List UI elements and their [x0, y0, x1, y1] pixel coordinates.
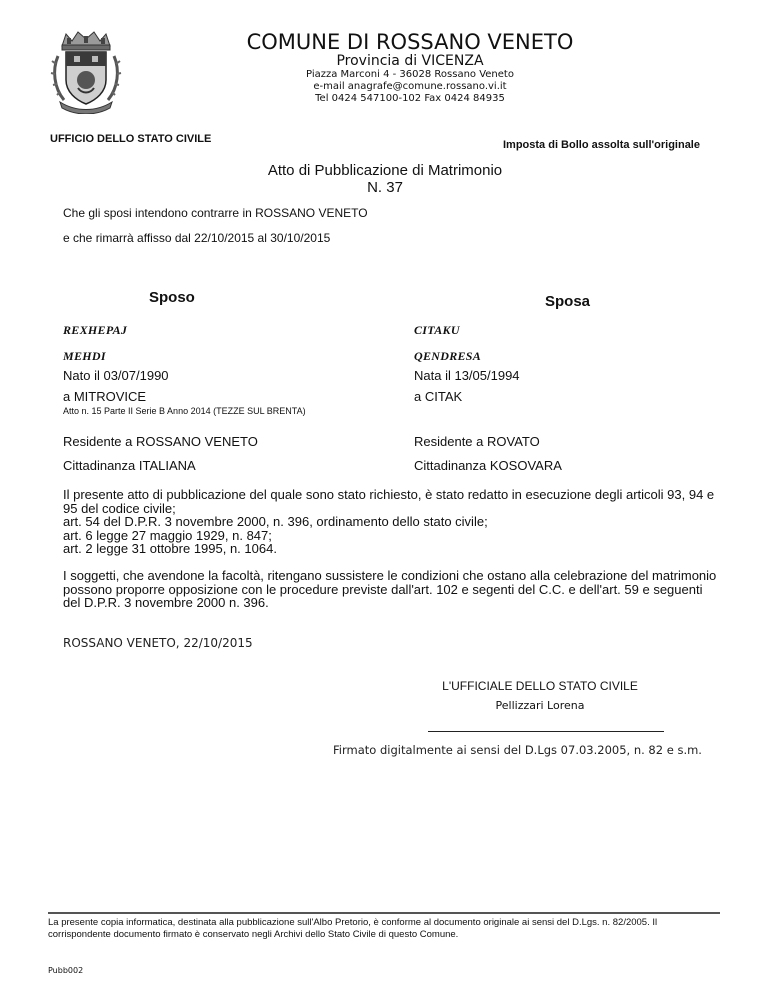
legal-line: art. 6 legge 27 maggio 1929, n. 847;: [63, 527, 272, 543]
opposition-line: del D.P.R. 3 novembre 2000 n. 396.: [63, 595, 269, 610]
groom-birth-record: Atto n. 15 Parte II Serie B Anno 2014 (TEZZE SUL BRENTA): [63, 406, 306, 416]
groom-name: MEHDI: [63, 349, 106, 363]
groom-heading: Sposo: [149, 289, 195, 306]
signature-name: Pellizzari Lorena: [495, 699, 585, 712]
digital-signature-note: Firmato digitalmente ai sensi del D.Lgs 07.03.2005, n. 82 e s.m.: [333, 743, 702, 757]
coat-of-arms-emblem: [50, 30, 122, 114]
signature-line: [428, 731, 664, 732]
legal-paragraph: [63, 487, 715, 556]
bride-citizenship: Cittadinanza KOSOVARA: [414, 458, 562, 473]
legal-line: Il presente atto di pubblicazione del quale sono stato richiesto, è stato redatto in esecuzione degli articoli 93, 94 e: [63, 487, 715, 502]
groom-surname: REXHEPAJ: [63, 323, 128, 337]
footer-note: [48, 917, 728, 941]
bride-name: QENDRESA: [414, 349, 482, 363]
document-number: N. 37: [367, 179, 403, 196]
address-line: Piazza Marconi 4 - 36028 Rossano Veneto: [306, 69, 514, 80]
document-title: Atto di Pubblicazione di Matrimonio: [267, 162, 503, 179]
office-label: UFFICIO DELLO STATO CIVILE: [50, 133, 212, 145]
stamp-note: Imposta di Bollo assolta sull'originale: [503, 139, 700, 151]
legal-line: art. 54 del D.P.R. 3 novembre 2000, n. 396, ordinamento dello stato civile;: [63, 514, 488, 529]
form-code: Pubb002: [48, 966, 84, 975]
opposition-line: I soggetti, che avendone la facoltà, ritengano sussistere le condizioni che ostano alla celebrazione del matrimonio: [63, 568, 717, 583]
province-line: Provincia di VICENZA: [336, 53, 484, 69]
bride-birth-date: Nata il 13/05/1994: [414, 368, 520, 383]
legal-line: art. 2 legge 31 ottobre 1995, n. 1064.: [63, 541, 277, 556]
groom-birth-date: Nato il 03/07/1990: [63, 368, 169, 383]
municipality-title: COMUNE DI ROSSANO VENETO: [246, 30, 574, 54]
intro-line-2: e che rimarrà affisso dal 22/10/2015 al 30/10/2015: [63, 231, 331, 245]
footer-line: La presente copia informatica, destinata alla pubblicazione sull'Albo Pretorio, è conforme al documento originale ai sensi del D.Lgs. n. 82/2005. Il: [48, 917, 658, 928]
bride-surname: CITAKU: [414, 323, 460, 337]
phone-line: Tel 0424 547100-102 Fax 0424 84935: [315, 93, 505, 104]
legal-line: 95 del codice civile;: [63, 500, 176, 516]
intro-line-1: Che gli sposi intendono contrarre in ROSSANO VENETO: [63, 206, 368, 220]
place-date: ROSSANO VENETO, 22/10/2015: [63, 636, 253, 650]
contact-block: [150, 69, 670, 105]
groom-citizenship: Cittadinanza ITALIANA: [63, 458, 196, 473]
bride-heading: Sposa: [545, 293, 591, 310]
opposition-line: possono proporre opposizione con le procedure previste dall'art. 102 e segenti del C.C. e dell'art. 59 e seguenti: [63, 581, 703, 597]
footer-line: corrispondente documento firmato è conservato negli Archivi dello Stato Civile di questo Comune.: [48, 929, 459, 940]
groom-birth-place: a MITROVICE: [63, 389, 147, 404]
bride-residence: Residente a ROVATO: [414, 434, 540, 449]
bride-birth-place: a CITAK: [414, 389, 463, 404]
signature-title: L'UFFICIALE DELLO STATO CIVILE: [442, 679, 638, 693]
email-line: e-mail anagrafe@comune.rossano.vi.it: [313, 81, 507, 92]
groom-residence: Residente a ROSSANO VENETO: [63, 434, 258, 449]
footer-divider: [48, 912, 720, 914]
opposition-paragraph: [63, 568, 717, 610]
document-title-block: [150, 162, 620, 196]
